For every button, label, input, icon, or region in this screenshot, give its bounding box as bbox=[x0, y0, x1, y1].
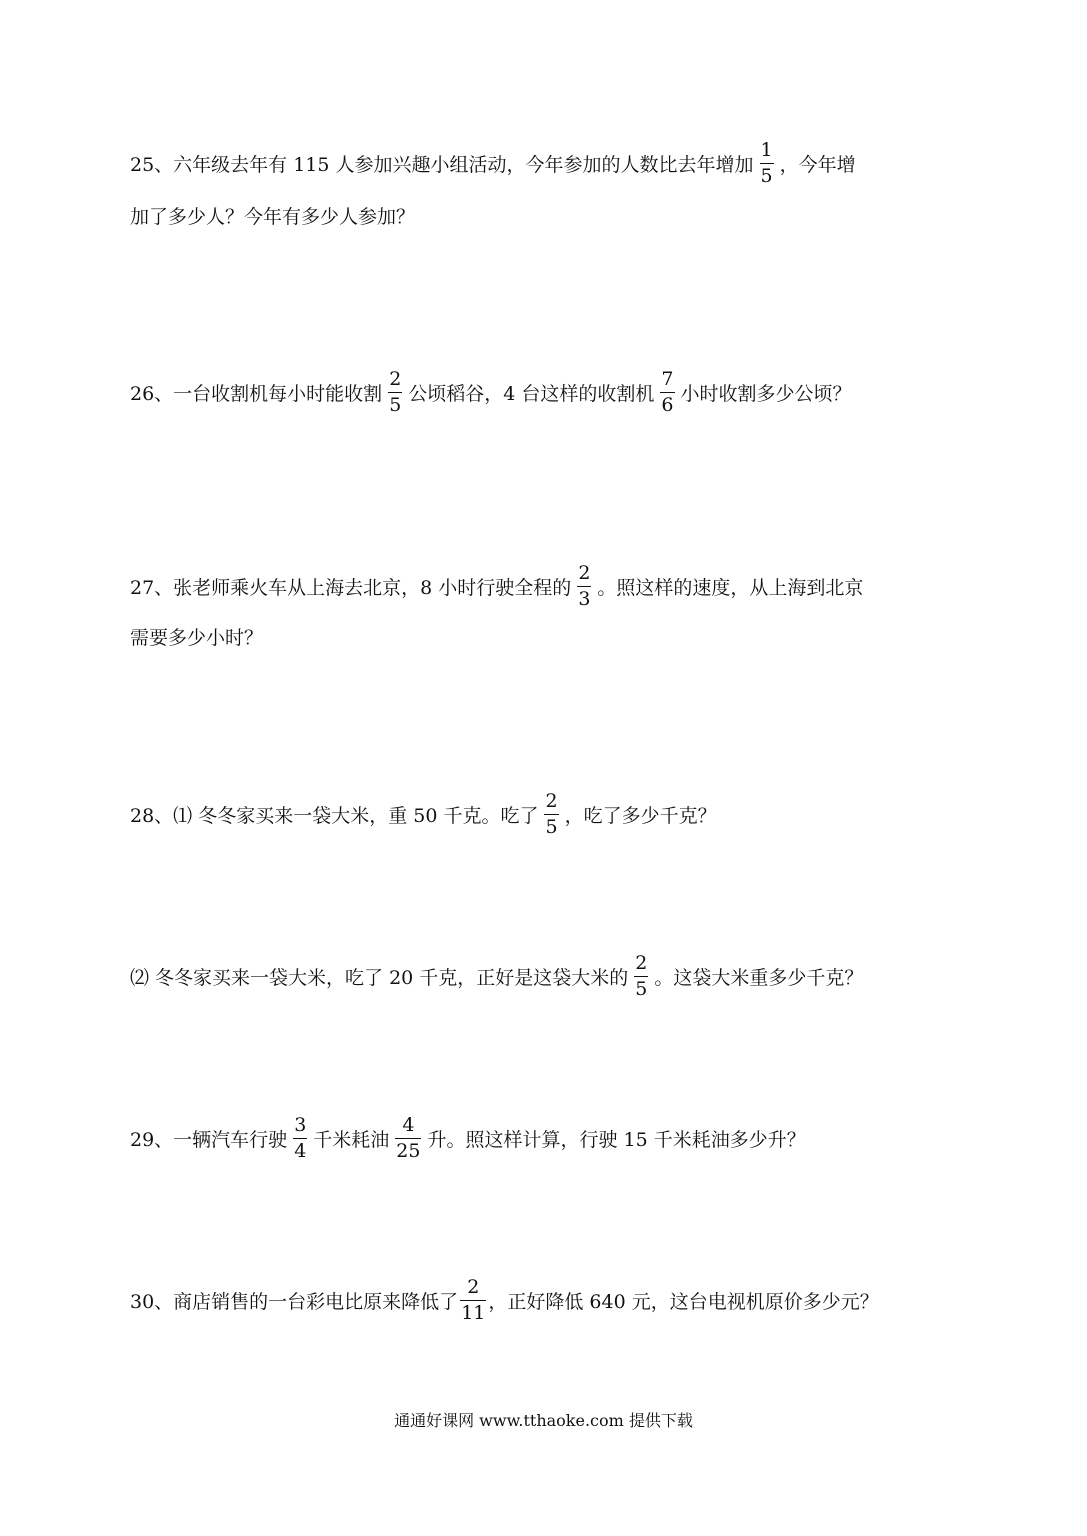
fraction bbox=[544, 789, 558, 838]
question-text: 。照这样的速度，从上海到北京 bbox=[597, 576, 864, 599]
denominator: 5 bbox=[389, 393, 402, 416]
fraction bbox=[660, 367, 674, 416]
numerator: 4 bbox=[402, 1113, 415, 1136]
denominator: 5 bbox=[760, 164, 773, 187]
numerator: 7 bbox=[661, 367, 674, 390]
question-text: ，正好降低 640 元，这台电视机原价多少元？ bbox=[488, 1290, 879, 1313]
question-text: 28、⑴ 冬冬家买来一袋大米，重 50 千克。吃了 bbox=[130, 804, 539, 827]
question-30 bbox=[130, 1270, 879, 1330]
numerator: 1 bbox=[760, 138, 773, 161]
question-text: ，吃了多少千克？ bbox=[564, 804, 717, 827]
question-28-part-2 bbox=[130, 946, 863, 1006]
question-text: 。这袋大米重多少千克？ bbox=[654, 966, 864, 989]
question-text: 29、一辆汽车行驶 bbox=[130, 1128, 288, 1151]
denominator: 11 bbox=[461, 1301, 486, 1324]
numerator: 3 bbox=[294, 1113, 307, 1136]
question-28-part-1 bbox=[130, 784, 717, 844]
question-27 bbox=[130, 556, 863, 616]
numerator: 2 bbox=[467, 1275, 480, 1298]
numerator: 2 bbox=[389, 367, 402, 390]
question-text: 30、商店销售的一台彩电比原来降低了 bbox=[130, 1290, 459, 1313]
question-text: ，今年增 bbox=[779, 153, 856, 176]
fraction bbox=[460, 1275, 486, 1324]
fraction bbox=[634, 951, 648, 1000]
numerator: 2 bbox=[635, 951, 648, 974]
fraction bbox=[293, 1113, 307, 1162]
question-text: 26、一台收割机每小时能收割 bbox=[130, 382, 383, 405]
question-27-continuation: 需要多少小时？ bbox=[130, 627, 264, 649]
question-text: 千米耗油 bbox=[313, 1128, 390, 1151]
question-text: 25、六年级去年有 115 人参加兴趣小组活动，今年参加的人数比去年增加 bbox=[130, 153, 754, 176]
question-text: 27、张老师乘火车从上海去北京，8 小时行驶全程的 bbox=[130, 576, 572, 599]
footer-source-note: 通通好课网 www.tthaoke.com 提供下载 bbox=[394, 1411, 693, 1430]
question-text: 升。照这样计算，行驶 15 千米耗油多少升？ bbox=[427, 1128, 806, 1151]
question-25 bbox=[130, 133, 856, 193]
numerator: 2 bbox=[545, 789, 558, 812]
fraction bbox=[388, 367, 402, 416]
fraction bbox=[760, 138, 774, 187]
question-text: 小时收割多少公顷？ bbox=[680, 382, 852, 405]
denominator: 5 bbox=[635, 977, 648, 1000]
fraction bbox=[577, 561, 591, 610]
question-26 bbox=[130, 362, 852, 422]
denominator: 5 bbox=[545, 815, 558, 838]
denominator: 3 bbox=[578, 587, 591, 610]
numerator: 2 bbox=[578, 561, 591, 584]
question-29 bbox=[130, 1108, 806, 1168]
denominator: 4 bbox=[294, 1139, 307, 1162]
question-text: ⑵ 冬冬家买来一袋大米，吃了 20 千克，正好是这袋大米的 bbox=[130, 966, 629, 989]
question-text: 公顷稻谷，4 台这样的收割机 bbox=[408, 382, 655, 405]
denominator: 6 bbox=[661, 393, 674, 416]
question-25-continuation: 加了多少人？今年有多少人参加？ bbox=[130, 206, 416, 228]
fraction bbox=[395, 1113, 421, 1162]
denominator: 25 bbox=[396, 1139, 421, 1162]
